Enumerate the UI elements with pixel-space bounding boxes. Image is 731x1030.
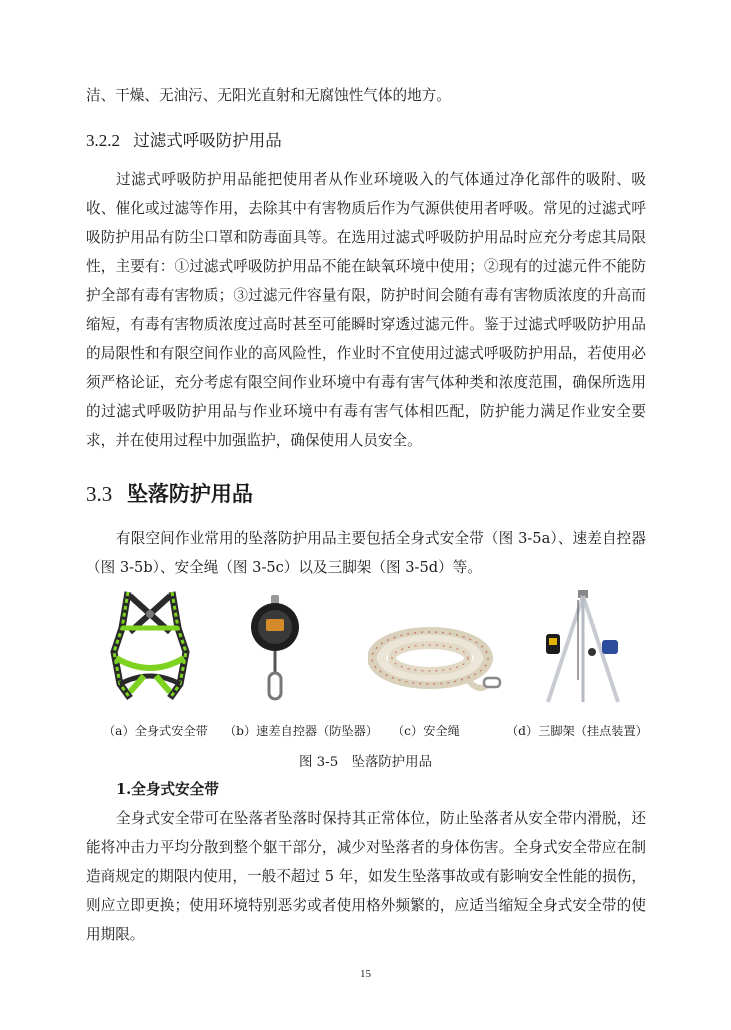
paragraph-line: 造商规定的期限内使用，一般不超过 5 年，如发生坠落事故或有影响安全性能的损伤， [86,868,646,885]
paragraph-line: 的过滤式呼吸防护用品与作业环境中有毒有害气体相匹配，防护能力满足作业安全要 [86,403,646,420]
page-number: 15 [360,968,371,980]
caption-b: （b）速差自控器（防坠器） [224,724,379,738]
paragraph-line: 须严格论证，充分考虑有限空间作业环境中有毒有害气体种类和浓度范围，确保所选用 [86,374,646,391]
paragraph-line: 用期限。 [86,926,145,943]
paragraph-line: 吸防护用品有防尘口罩和防毒面具等。在选用过滤式呼吸防护用品时应充分考虑其局限 [86,229,646,246]
section-heading-3-2-2 [86,127,282,151]
paragraph-line: 护全部有毒有害物质；③过滤元件容量有限，防护时间会随有毒有害物质浓度的升高而 [86,287,646,304]
self-retracting-lifeline-image [245,595,305,710]
figure-title: 图 3-5 坠落防护用品 [299,755,432,770]
paragraph-line: （图 3-5b）、安全绳（图 3-5c）以及三脚架（图 3-5d）等。 [86,559,482,576]
section-title: 过滤式呼吸防护用品 [133,131,282,150]
caption-c: （c）安全绳 [392,724,460,738]
paragraph-line: 能将冲击力平均分散到整个躯干部分，减少对坠落者的身体伤害。全身式安全带应在制 [86,839,646,856]
section-heading-3-3 [86,478,253,508]
paragraph-line: 则应立即更换；使用环境特别恶劣或者使用格外频繁的，应适当缩短全身式安全带的使 [86,897,646,914]
harness-image [100,588,200,708]
caption-d: （d）三脚架（挂点装置） [506,724,648,738]
section-title: 坠落防护用品 [126,482,253,506]
rope-image [368,616,508,706]
paragraph-line: 的局限性和有限空间作业的高风险性，作业时不宜使用过滤式呼吸防护用品，若使用必 [86,345,646,362]
section-number: 3.3 [86,482,113,506]
tripod-image [538,590,628,708]
paragraph-line: 过滤式呼吸防护用品能把使用者从作业环境吸入的气体通过净化部件的吸附、吸 [116,171,646,188]
paragraph-line: 全身式安全带可在坠落者坠落时保持其正常体位，防止坠落者从安全带内滑脱，还 [116,810,646,827]
paragraph-line: 求，并在使用过程中加强监护，确保使用人员安全。 [86,432,422,449]
paragraph-line: 有限空间作业常用的坠落防护用品主要包括全身式安全带（图 3-5a）、速差自控器 [116,530,646,547]
subsection-title: 1.全身式安全带 [116,781,219,798]
section-number: 3.2.2 [86,131,120,150]
paragraph-line: 性，主要有：①过滤式呼吸防护用品不能在缺氧环境中使用；②现有的过滤元件不能防 [86,258,646,275]
paragraph-line: 缩短，有毒有害物质浓度过高时甚至可能瞬时穿透过滤元件。鉴于过滤式呼吸防护用品 [86,316,646,333]
paragraph-line: 收、催化或过滤等作用，去除其中有害物质后作为气源供使用者呼吸。常见的过滤式呼 [86,200,646,217]
caption-a: （a）全身式安全带 [103,724,208,738]
paragraph-tail: 洁、干燥、无油污、无阳光直射和无腐蚀性气体的地方。 [86,87,451,104]
